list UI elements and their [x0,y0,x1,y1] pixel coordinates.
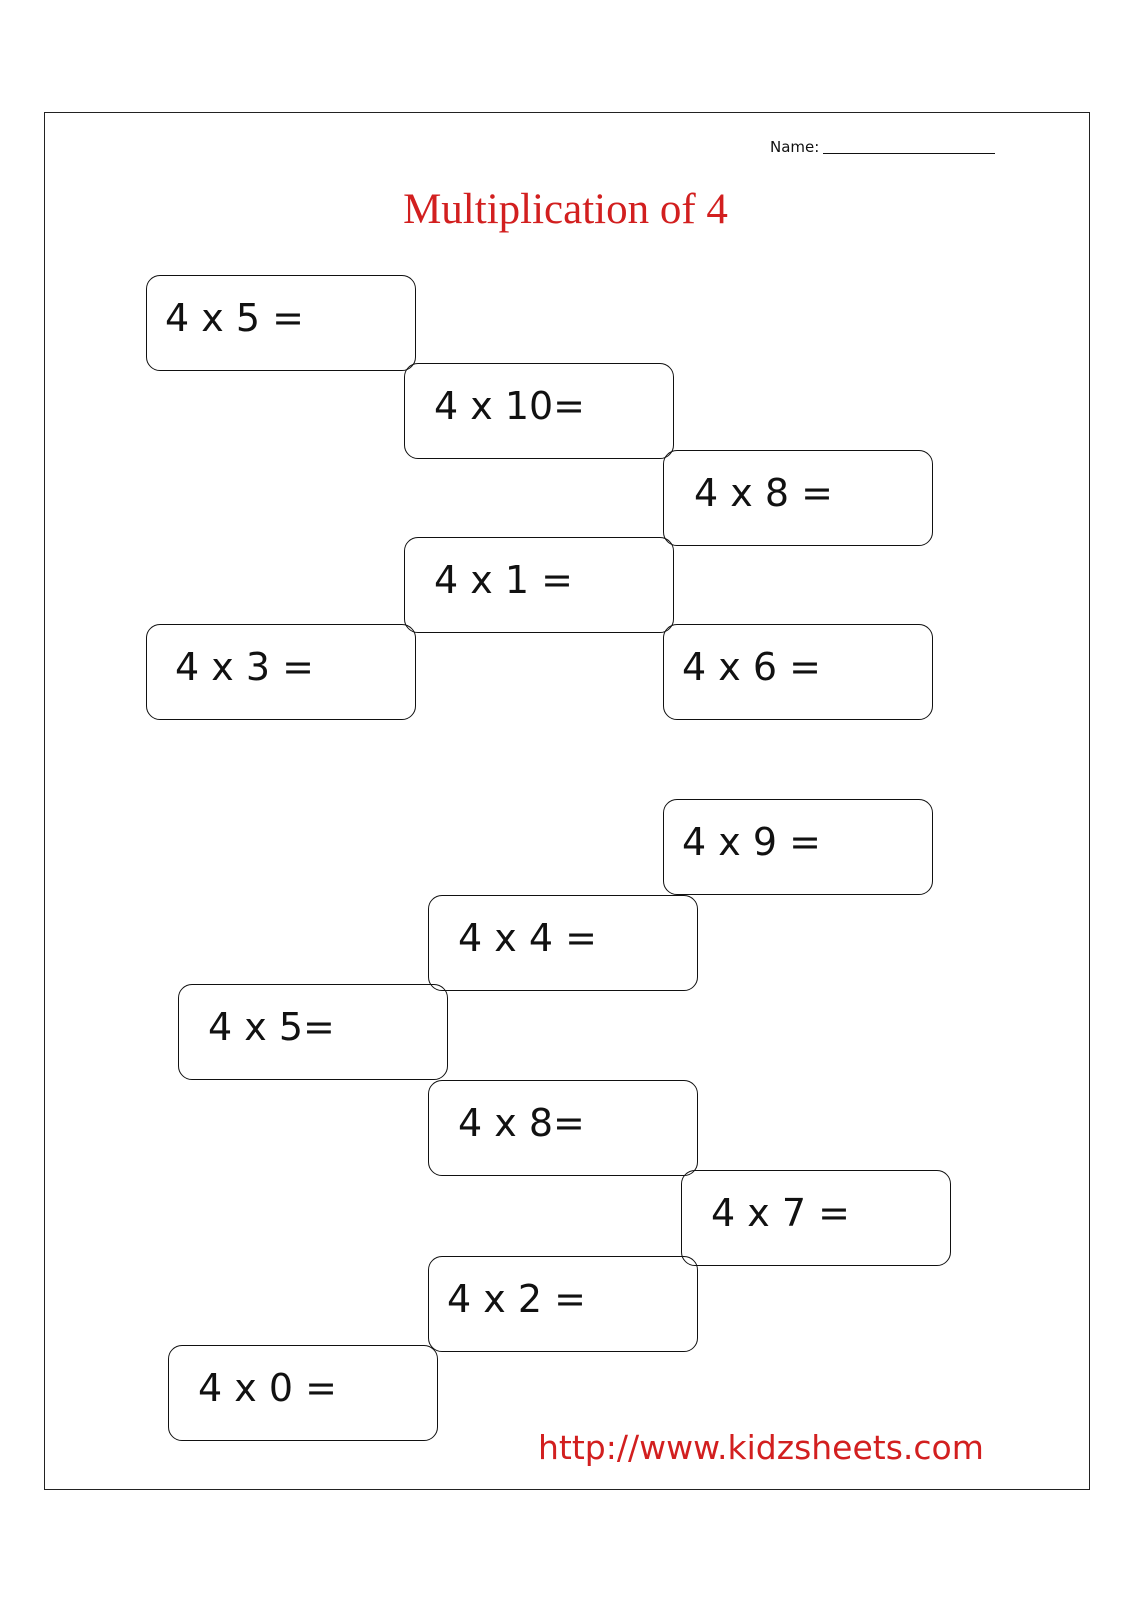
problem-text: 4 x 10= [434,384,586,428]
problem-text: 4 x 2 = [447,1277,586,1321]
problem-text: 4 x 3 = [175,645,314,689]
name-field [770,138,995,156]
problem-text: 4 x 7 = [711,1191,850,1235]
problem-box[interactable] [663,624,933,720]
problem-box[interactable] [428,895,698,991]
name-label: Name: [770,138,820,156]
problem-box[interactable] [146,624,416,720]
problem-box[interactable] [168,1345,438,1441]
problem-box[interactable] [663,450,933,546]
problem-text: 4 x 4 = [458,916,597,960]
problem-text: 4 x 9 = [682,820,821,864]
name-blank-line[interactable] [823,139,995,154]
worksheet-title: Multiplication of 4 [403,186,728,233]
problem-box[interactable] [428,1080,698,1176]
problem-box[interactable] [404,537,674,633]
problem-text: 4 x 5 = [165,296,304,340]
problem-box[interactable] [146,275,416,371]
problem-text: 4 x 5= [208,1005,335,1049]
problem-box[interactable] [663,799,933,895]
problem-text: 4 x 0 = [198,1366,337,1410]
problem-box[interactable] [178,984,448,1080]
problem-box[interactable] [428,1256,698,1352]
problem-box[interactable] [681,1170,951,1266]
problem-text: 4 x 8= [458,1101,585,1145]
problem-box[interactable] [404,363,674,459]
problem-text: 4 x 8 = [694,471,833,515]
footer-url[interactable]: http://www.kidzsheets.com [538,1428,984,1467]
problem-text: 4 x 1 = [434,558,573,602]
problem-text: 4 x 6 = [682,645,821,689]
